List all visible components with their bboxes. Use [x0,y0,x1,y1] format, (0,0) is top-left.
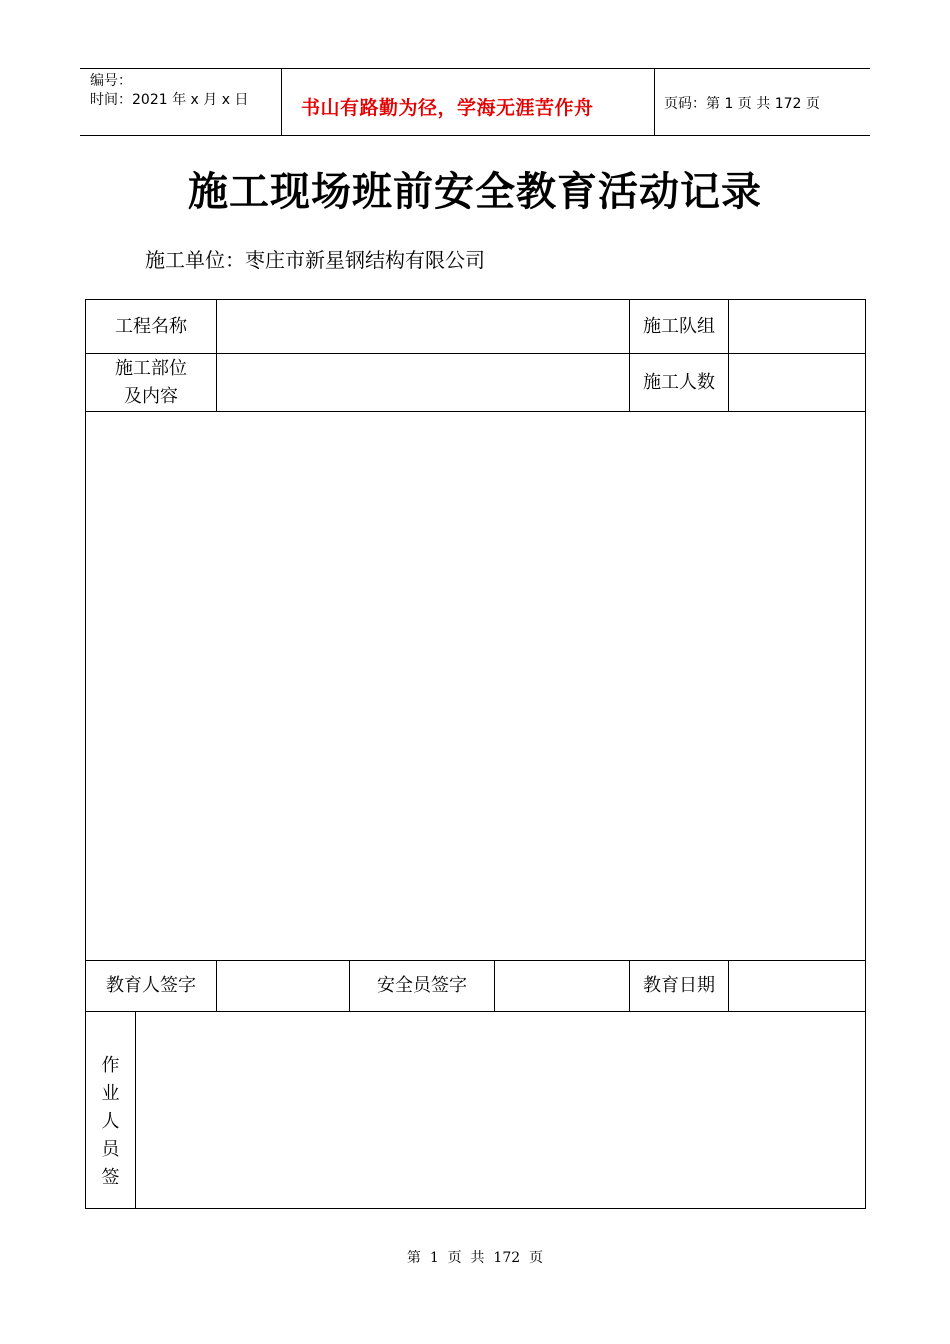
team-label: 施工队组 [630,300,729,354]
workers-sign-field[interactable] [136,1012,866,1209]
workers-sign-row [86,1012,866,1209]
educator-sign-field[interactable] [217,961,350,1012]
project-name-label: 工程名称 [86,300,217,354]
workers-sign-label [86,1012,136,1209]
headcount-field[interactable] [729,354,866,412]
signature-row [86,961,866,1012]
header-bottom-rule [80,135,870,136]
document-number-label: 编号： [90,73,132,89]
document-title: 施工现场班前安全教育活动记录 [188,168,762,215]
team-field[interactable] [729,300,866,354]
document-time-label: 时间：2021 年 x 月 x 日 [90,92,249,108]
safety-officer-sign-field[interactable] [495,961,630,1012]
workers-sign-char: 人 [101,1111,120,1132]
location-row [86,354,866,412]
workers-sign-char: 业 [101,1083,120,1104]
page-info-label: 页码：第 1 页 共 172 页 [664,96,820,112]
location-label-line1: 施工部位 [115,357,187,379]
page-footer: 第 1 页 共 172 页 [406,1250,544,1266]
location-label [86,354,217,412]
header-top-rule [80,68,870,69]
location-label-line2: 及内容 [124,385,178,407]
education-content-area[interactable] [86,412,866,961]
construction-unit-label: 施工单位：枣庄市新星钢结构有限公司 [145,248,485,272]
motto-text: 书山有路勤为径，学海无涯苦作舟 [301,97,594,119]
education-date-field[interactable] [729,961,866,1012]
headcount-label: 施工人数 [630,354,729,412]
header-divider-right [654,68,655,135]
content-row [86,412,866,961]
location-field[interactable] [217,354,630,412]
workers-sign-char: 员 [101,1139,120,1160]
header-divider-left [281,68,282,135]
project-row [86,300,866,354]
project-name-field[interactable] [217,300,630,354]
educator-sign-label: 教育人签字 [86,961,217,1012]
workers-sign-char: 签 [101,1167,120,1188]
workers-sign-char: 作 [101,1055,120,1076]
safety-education-form [85,299,866,1209]
education-date-label: 教育日期 [630,961,729,1012]
safety-officer-sign-label: 安全员签字 [350,961,495,1012]
